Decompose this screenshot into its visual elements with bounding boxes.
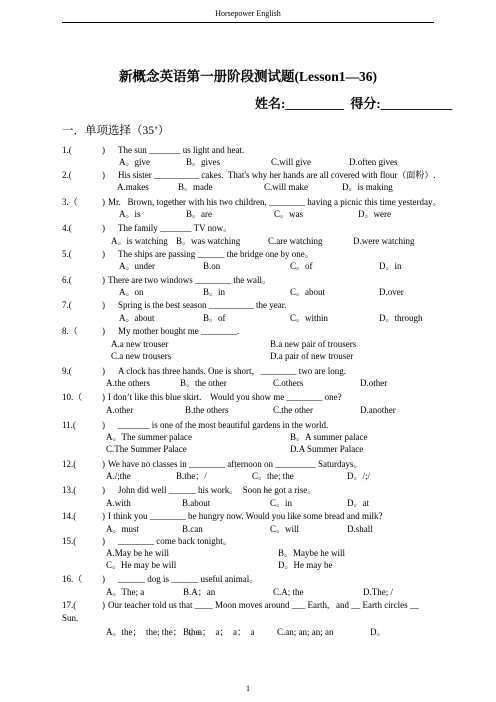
option-a: A。is xyxy=(119,209,141,219)
option-a: A.the others xyxy=(106,378,150,388)
question-text: The family _______ TV now。 xyxy=(118,223,233,233)
answer-paren-close: ) xyxy=(102,511,105,521)
question-text: I think you ________ be hungry now. Would you like some bread and milk? xyxy=(108,511,383,521)
answer-paren-close: ) xyxy=(102,574,105,584)
question-text: His sister __________ cakes. That's why her hands are all covered with flour（面粉）. xyxy=(118,170,436,180)
option-b: B.the；/ xyxy=(176,471,207,481)
option-c: C.others xyxy=(273,378,304,388)
question-text: _______ is one of the most beautiful gardens in the world. xyxy=(118,420,329,430)
answer-paren-close: ) xyxy=(102,197,105,207)
answer-paren-close: ) xyxy=(102,459,105,469)
option-a: A。about xyxy=(119,313,155,323)
option-c: C。He may be will xyxy=(106,560,177,570)
option-b: B.on xyxy=(203,261,221,271)
option-a: A.makes xyxy=(117,182,149,192)
question-text: ________ come back tonight。 xyxy=(118,536,232,546)
option-b: B。made xyxy=(178,182,213,192)
question-8-options-row-2 xyxy=(0,351,496,362)
answer-paren-close: ) xyxy=(102,170,105,180)
question-13-options xyxy=(0,498,496,509)
question-7-options xyxy=(0,313,496,324)
option-c: C.will give xyxy=(271,157,311,167)
question-14-options xyxy=(0,524,496,535)
question-14 xyxy=(0,511,496,522)
option-a: A.with xyxy=(106,498,131,508)
option-c: C.a new trousers xyxy=(111,351,172,361)
question-4-options xyxy=(0,236,496,247)
page-number: 1 xyxy=(246,684,250,693)
question-9 xyxy=(0,366,496,377)
question-number: 15.( xyxy=(62,536,77,546)
option-b: B。are xyxy=(186,209,212,219)
question-number: 9.( xyxy=(62,366,72,376)
question-2-options xyxy=(0,182,496,193)
option-a: A。The summer palace xyxy=(106,432,192,442)
option-b: B.about xyxy=(182,498,211,508)
question-number: 17.( xyxy=(62,600,77,610)
question-number: 8.（ xyxy=(62,326,78,336)
question-12 xyxy=(0,459,496,470)
question-3 xyxy=(0,197,496,208)
option-d: D.other xyxy=(360,378,388,388)
option-b: B。was watching xyxy=(176,236,241,246)
question-17 xyxy=(0,600,496,611)
question-text: The sun _______ us light and heat. xyxy=(118,145,245,155)
answer-paren-close: ) xyxy=(102,249,105,259)
answer-paren-close: ) xyxy=(102,223,105,233)
name-score-line xyxy=(255,96,452,112)
option-c: C.The Summer Palace xyxy=(106,444,187,454)
question-text: We have no classes in ________ afternoon on _________ Saturdays。 xyxy=(108,459,363,469)
answer-paren-close: ) xyxy=(102,420,105,430)
question-number: 13.( xyxy=(62,485,77,495)
question-10-options xyxy=(0,405,496,416)
question-number: 3.（ xyxy=(62,197,78,207)
option-b: B.can xyxy=(182,524,203,534)
option-a: A。give xyxy=(119,157,150,167)
question-number: 1.( xyxy=(62,145,72,155)
option-c: C.the other xyxy=(273,405,313,415)
question-3-options xyxy=(0,209,496,220)
question-9-options xyxy=(0,378,496,389)
option-d: D.were watching xyxy=(353,236,415,246)
option-b: B.the others xyxy=(185,405,229,415)
option-c: C。within xyxy=(290,313,329,323)
question-1 xyxy=(0,145,496,156)
option-a: A。on xyxy=(119,287,144,297)
option-d: D。 xyxy=(370,627,386,637)
question-17-continuation xyxy=(0,613,496,624)
question-number: 4.( xyxy=(62,223,72,233)
question-5-options xyxy=(0,261,496,272)
option-b: B。of xyxy=(203,313,226,323)
question-number: 14.( xyxy=(62,511,77,521)
question-15 xyxy=(0,536,496,547)
option-c: C.are watching xyxy=(268,236,323,246)
option-b: B。gives xyxy=(186,157,221,167)
question-4 xyxy=(0,223,496,234)
question-13 xyxy=(0,485,496,496)
answer-paren-close: ) xyxy=(102,326,105,336)
question-number: 16.（ xyxy=(62,574,83,584)
question-text: Mr. Brown, together with his two children, ________ having a picnic this time yesterday。 xyxy=(108,197,442,207)
option-d: D.A Summer Palace xyxy=(290,444,364,454)
option-c: C.will make xyxy=(264,182,308,192)
option-d: D。were xyxy=(358,209,391,219)
header-rule xyxy=(62,22,434,23)
option-c: C。about xyxy=(290,287,325,297)
question-text: My mother bought me ________. xyxy=(118,326,240,336)
question-8-options-row-1 xyxy=(0,339,496,350)
question-number: 5.( xyxy=(62,249,72,259)
question-11-options-row-2 xyxy=(0,444,496,455)
question-text: The ships are passing ______ the bridge one by one。 xyxy=(118,249,314,259)
option-c: C.an; an; an; an xyxy=(277,627,334,637)
question-text: John did well ______ his work。 Soon he got a rise。 xyxy=(118,485,317,495)
question-11-options-row-1 xyxy=(0,432,496,443)
answer-paren-close: ) xyxy=(102,392,105,402)
option-c: C。in xyxy=(270,498,293,508)
question-11 xyxy=(0,420,496,431)
question-text: I don’t like this blue skirt. Would you show me ________ one? xyxy=(108,392,342,402)
option-a: A。under xyxy=(119,261,155,271)
option-d: D。is making xyxy=(342,182,393,192)
option-b: B.a new pair of trousers xyxy=(270,339,357,349)
question-2 xyxy=(0,170,496,181)
question-5 xyxy=(0,249,496,260)
option-d: D。through xyxy=(379,313,423,323)
score-label: 得分: xyxy=(343,96,381,111)
name-label: 姓名: xyxy=(255,96,286,111)
question-number: 6.( xyxy=(62,275,72,285)
question-text: There are two windows ________ the wall。 xyxy=(108,275,271,285)
question-text: Spring is the best season __________ the year. xyxy=(118,300,287,310)
answer-paren-close: ) xyxy=(102,485,105,495)
option-b: B。the other xyxy=(180,378,227,388)
option-d: D.often gives xyxy=(349,157,398,167)
option-d: D.The; / xyxy=(363,587,393,597)
option-b: B。Maybe he will xyxy=(278,548,345,558)
option-c: C.A; the xyxy=(273,587,304,597)
option-c: C。will xyxy=(270,524,300,534)
answer-paren-close: ) xyxy=(102,300,105,310)
option-c: C。was xyxy=(274,209,303,219)
option-a: A.other xyxy=(106,405,134,415)
question-6-options xyxy=(0,287,496,298)
answer-paren-close: ) xyxy=(102,536,105,546)
question-6 xyxy=(0,275,496,286)
question-number: 10.（ xyxy=(62,392,83,402)
question-16 xyxy=(0,574,496,585)
question-number: 7.( xyxy=(62,300,72,310)
question-17-options xyxy=(0,627,496,638)
option-a: A.a new trouser xyxy=(111,339,169,349)
option-c: C。the; the xyxy=(252,471,294,481)
option-b: B。a； a； a； a xyxy=(183,627,255,637)
option-d: D.a pair of new trouser xyxy=(270,351,354,361)
question-text: Our teacher told us that ____ Moon moves around ___ Earth, and __ Earth circles __ xyxy=(108,600,419,610)
question-16-options xyxy=(0,587,496,598)
section-heading: 一．单项选择（35’） xyxy=(62,125,170,137)
option-a: A。the； the; the； the xyxy=(106,627,200,637)
option-b: B.A；an xyxy=(183,587,216,597)
question-15-options-row-1 xyxy=(0,548,496,559)
score-blank: ___________ xyxy=(380,96,453,111)
question-10 xyxy=(0,392,496,403)
question-1-options xyxy=(0,157,496,168)
option-b: B。in xyxy=(203,287,226,297)
option-d: D.over xyxy=(379,287,404,297)
page-title: 新概念英语第一册阶段测试题(Lesson1—36) xyxy=(118,69,377,84)
running-header: Horsepower English xyxy=(215,9,281,18)
question-number: 12.( xyxy=(62,459,77,469)
question-8 xyxy=(0,326,496,337)
answer-paren-close: ) xyxy=(102,275,105,285)
question-text: ______ dog is ______ useful animal。 xyxy=(118,574,259,584)
option-a: A。is watching xyxy=(111,236,168,246)
question-number: 11.( xyxy=(62,420,76,430)
option-d: D。/;/ xyxy=(347,471,371,481)
option-b: B。A summer palace xyxy=(290,432,368,442)
option-d: D.another xyxy=(360,405,396,415)
answer-paren-close: ) xyxy=(102,600,105,610)
option-a: A.May be he will xyxy=(106,548,169,558)
question-text-continuation: Sun. xyxy=(62,613,79,623)
option-a: A./;the xyxy=(106,471,131,481)
option-d: D。in xyxy=(379,261,402,271)
option-d: D。He may be xyxy=(278,560,333,570)
option-c: C。of xyxy=(290,261,313,271)
option-d: D.shall xyxy=(347,524,373,534)
question-12-options xyxy=(0,471,496,482)
answer-paren-close: ) xyxy=(102,366,105,376)
name-blank: _________ xyxy=(285,96,344,111)
question-number: 2.( xyxy=(62,170,72,180)
answer-paren-close: ) xyxy=(102,145,105,155)
option-a: A。The; a xyxy=(106,587,145,597)
question-15-options-row-2 xyxy=(0,560,496,571)
option-a: A。must xyxy=(106,524,140,534)
question-text: A clock has three hands. One is short，________ two are long. xyxy=(118,366,346,376)
question-7 xyxy=(0,300,496,311)
option-d: D。at xyxy=(347,498,369,508)
